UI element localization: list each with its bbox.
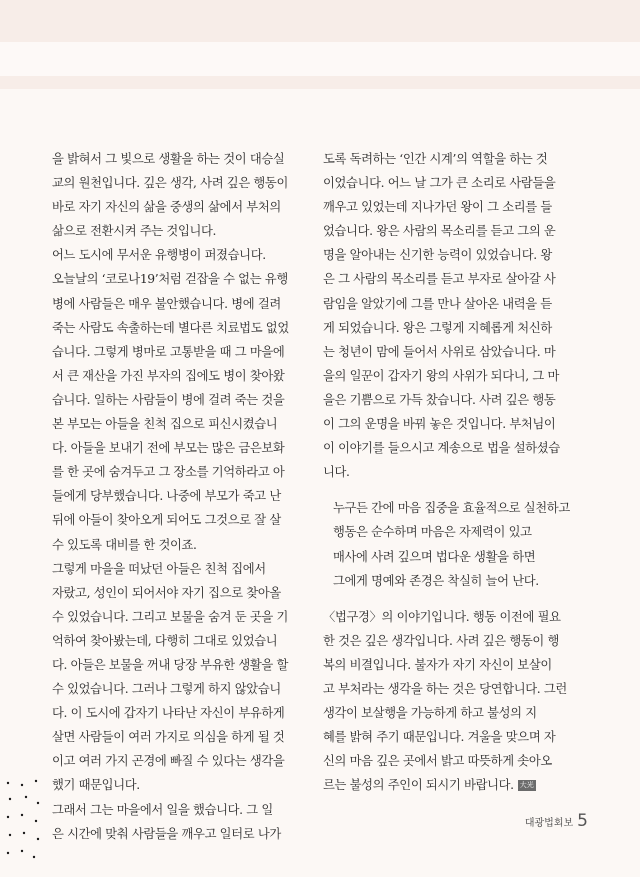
text-line: 이 이야기를 들으시고 계송으로 법을 설하셨습: [323, 441, 560, 456]
text-line: 다. 아들을 보내기 전에 부모는 많은 금은보화: [52, 441, 285, 456]
text-line: 수 있도록 대비를 한 것이죠.: [52, 537, 197, 552]
right-column: [323, 147, 587, 797]
left-column: [52, 147, 310, 846]
text-line: 생각이 보살행을 가능하게 하고 불성의 지: [323, 706, 537, 721]
top-band: [0, 0, 640, 42]
text-line: 삶으로 전환시켜 주는 것입니다.: [52, 224, 217, 239]
text-line: 는 청년이 맘에 들어서 사위로 삼았습니다. 마: [323, 344, 556, 359]
text-line: 습니다. 일하는 사람들이 병에 걸려 죽는 것을: [52, 392, 285, 407]
text-line: 살면 사람들이 여러 가지로 의심을 하게 될 것: [52, 730, 285, 745]
text-line: 이었습니다. 어느 날 그가 큰 소리로 사람들을: [323, 176, 556, 191]
text-line: 혜를 밝혀 주기 때문입니다. 겨울을 맞으며 자: [323, 730, 556, 745]
text-line: 을 밝혀서 그 빛으로 생활을 하는 것이 대승실: [52, 152, 285, 166]
text-line: 본 부모는 아들을 친척 집으로 피신시켰습니: [52, 417, 278, 432]
text-line: 했기 때문입니다.: [52, 778, 140, 793]
page-number: 5: [577, 811, 588, 831]
text-line: 자랐고, 성인이 되어서야 자기 집으로 찾아올: [52, 585, 281, 600]
text-line: 매사에 사려 깊으며 법다운 생활을 하면: [333, 549, 536, 564]
text-line: 깨우고 있었는데 지나가던 왕이 그 소리를 들: [323, 200, 552, 215]
text-line: 수 있었습니다. 그러나 그렇게 하지 않았습니: [52, 682, 281, 697]
text-line: 르는 불성의 주인이 되시기 바랍니다. 大光: [323, 778, 534, 793]
text-line: 어느 도시에 무서운 유행병이 퍼졌습니다.: [52, 248, 266, 263]
text-line: 이 그의 운명을 바꿔 놓은 것입니다. 부처님이: [323, 417, 556, 432]
text-line: 교의 원천입니다. 깊은 생각, 사려 깊은 행동이: [52, 176, 288, 191]
text-line: 습니다. 그렇게 병마로 고통받을 때 그 마을에: [52, 344, 285, 359]
text-line: 그래서 그는 마을에서 일을 했습니다. 그 일: [52, 802, 273, 817]
text-line: 명을 알아내는 신기한 능력이 있었습니다. 왕: [323, 248, 552, 263]
text-line: 었습니다. 왕은 사람의 목소리를 듣고 그의 운: [323, 224, 556, 239]
text-line: 억하여 찾아봤는데, 다행히 그대로 있었습니: [52, 633, 278, 648]
text-line: 한 것은 깊은 생각입니다. 사려 깊은 행동이 행: [323, 633, 559, 648]
text-line: 다. 아들은 보물을 꺼내 당장 부유한 생활을 할: [52, 657, 288, 672]
text-line: 수 있었습니다. 그리고 보물을 숨겨 둔 곳을 기: [52, 609, 288, 624]
text-line: 이고 여러 가지 곤경에 빠질 수 있다는 생각을: [52, 754, 285, 769]
text-line: 를 한 곳에 숨겨두고 그 장소를 기억하라고 아: [52, 465, 285, 480]
text-line: 람임을 알았기에 그를 만나 살아온 내력을 듣: [323, 296, 552, 311]
text-line: 〈법구경〉의 이야기입니다. 행동 이전에 필요: [323, 609, 561, 624]
text-line: 들에게 당부했습니다. 나중에 부모가 죽고 난: [52, 489, 281, 504]
text-line: 을의 일꾼이 갑자기 왕의 사위가 되다니, 그 마: [323, 368, 559, 383]
text-line: 니다.: [323, 465, 350, 480]
text-line: 다. 이 도시에 갑자기 나타난 자신이 부유하게: [52, 706, 285, 721]
text-line: 그렇게 마을을 떠났던 아들은 친척 집에서: [52, 561, 266, 576]
page-footer: [525, 811, 588, 831]
text-line: 오늘날의 ‘코로나19’처럼 걷잡을 수 없는 유행: [52, 272, 288, 287]
text-line: 복의 비결입니다. 불자가 자기 자신이 보살이: [323, 657, 552, 672]
text-line: 병에 사람들은 매우 불안했습니다. 병에 걸려: [52, 296, 281, 311]
end-mark-badge: 大光: [519, 781, 534, 790]
right-paragraph-2: [323, 605, 587, 798]
right-paragraph-1: [323, 147, 587, 484]
text-line: 도록 독려하는 ‘인간 시계’의 역할을 하는 것: [323, 152, 548, 166]
decorative-dots: [4, 777, 44, 867]
text-line: 서 큰 재산을 가진 부자의 집에도 병이 찾아왔: [52, 368, 285, 383]
text-line: 게 되었습니다. 왕은 그렇게 지혜롭게 처신하: [323, 320, 552, 335]
text-line: 누구든 간에 마음 집중을 효율적으로 실천하고: [333, 501, 570, 516]
text-line: 죽는 사람도 속출하는데 별다른 치료법도 없었: [52, 320, 289, 335]
header-strip: [0, 42, 640, 76]
publication-name: 대광법회보: [524, 818, 574, 829]
verse-block: [323, 496, 587, 592]
text-line: 은 그 사람의 목소리를 듣고 부자로 살아갈 사: [323, 272, 556, 287]
text-line: 고 부처라는 생각을 하는 것은 당연합니다. 그런: [323, 681, 567, 696]
text-line: 행동은 순수하며 마음은 자제력이 있고: [333, 525, 532, 540]
text-line: 뒤에 아들이 찾아오게 되어도 그것으로 잘 살: [52, 513, 281, 528]
text-line: 그에게 명예와 존경은 착실히 늘어 난다.: [333, 573, 539, 588]
text-line: 은 시간에 맞춰 사람들을 깨우고 일터로 나가: [52, 826, 281, 841]
text-line: 바로 자기 자신의 삶을 중생의 삶에서 부처의: [52, 200, 281, 215]
text-line: 신의 마음 깊은 곳에서 밝고 따뜻하게 솟아오: [323, 754, 552, 769]
text-line: 을은 기쁨으로 가득 찼습니다. 사려 깊은 행동: [323, 392, 556, 407]
page: [0, 89, 640, 877]
